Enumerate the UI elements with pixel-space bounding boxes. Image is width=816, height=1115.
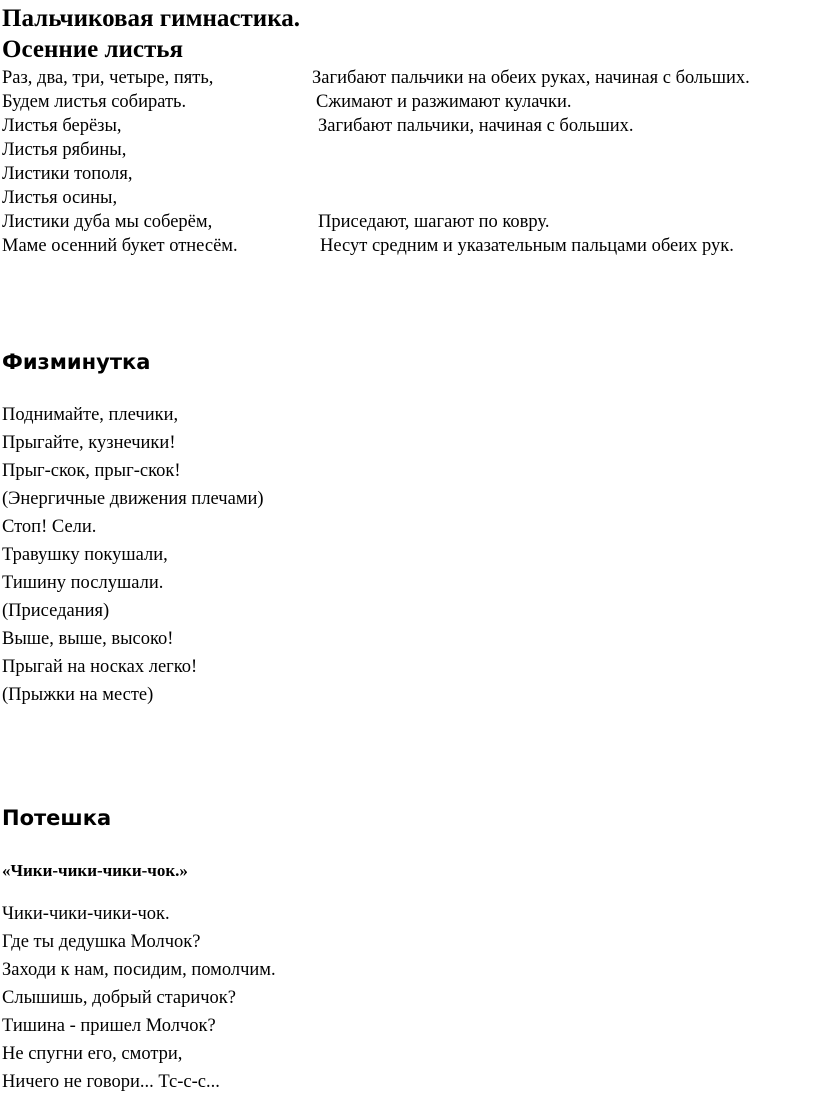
section-heading-poteshka: Потешка	[2, 806, 112, 830]
poem-line: Будем листья собирать.	[2, 92, 187, 112]
poem-title: Осенние листья	[2, 36, 184, 63]
poem-line: Листья рябины,	[2, 140, 127, 160]
poem-action: Приседают, шагают по ковру.	[318, 212, 550, 232]
poem-action: Сжимают и разжимают кулачки.	[316, 92, 572, 112]
verse-line: Тишину послушали.	[2, 573, 164, 593]
verse-line: Чики-чики-чики-чок.	[2, 904, 170, 924]
verse-line: Прыгай на носках легко!	[2, 657, 198, 677]
verse-line: Поднимайте, плечики,	[2, 405, 179, 425]
verse-line: (Приседания)	[2, 601, 110, 621]
verse-line: Не спугни его, смотри,	[2, 1044, 183, 1064]
verse-line: (Прыжки на месте)	[2, 685, 154, 705]
verse-line: Слышишь, добрый старичок?	[2, 988, 236, 1008]
poem-line: Раз, два, три, четыре, пять,	[2, 68, 214, 88]
verse-line: Травушку покушали,	[2, 545, 168, 565]
poem-line: Маме осенний букет отнесём.	[2, 236, 238, 256]
verse-line: Прыгайте, кузнечики!	[2, 433, 176, 453]
verse-line: Где ты дедушка Молчок?	[2, 932, 201, 952]
poem-action: Несут средним и указательным пальцами обеих рук.	[320, 236, 734, 256]
verse-line: Стоп! Сели.	[2, 517, 97, 537]
poem-line: Листики тополя,	[2, 164, 133, 184]
verse-line: Ничего не говори... Тс-с-с...	[2, 1072, 220, 1092]
section-heading-fizminutka: Физминутка	[2, 350, 151, 374]
poem-line: Листья берёзы,	[2, 116, 122, 136]
verse-line: Выше, выше, высоко!	[2, 629, 174, 649]
poem-line: Листья осины,	[2, 188, 118, 208]
verse-line: Прыг-скок, прыг-скок!	[2, 461, 181, 481]
page-title: Пальчиковая гимнастика.	[2, 5, 300, 32]
verse-line: (Энергичные движения плечами)	[2, 489, 264, 509]
poem-subtitle: «Чики-чики-чики-чок.»	[2, 861, 188, 880]
poem-line: Листики дуба мы соберём,	[2, 212, 213, 232]
verse-line: Тишина - пришел Молчок?	[2, 1016, 216, 1036]
poem-action: Загибают пальчики на обеих руках, начиная с больших.	[312, 68, 750, 88]
verse-line: Заходи к нам, посидим, помолчим.	[2, 960, 276, 980]
poem-action: Загибают пальчики, начиная с больших.	[318, 116, 634, 136]
